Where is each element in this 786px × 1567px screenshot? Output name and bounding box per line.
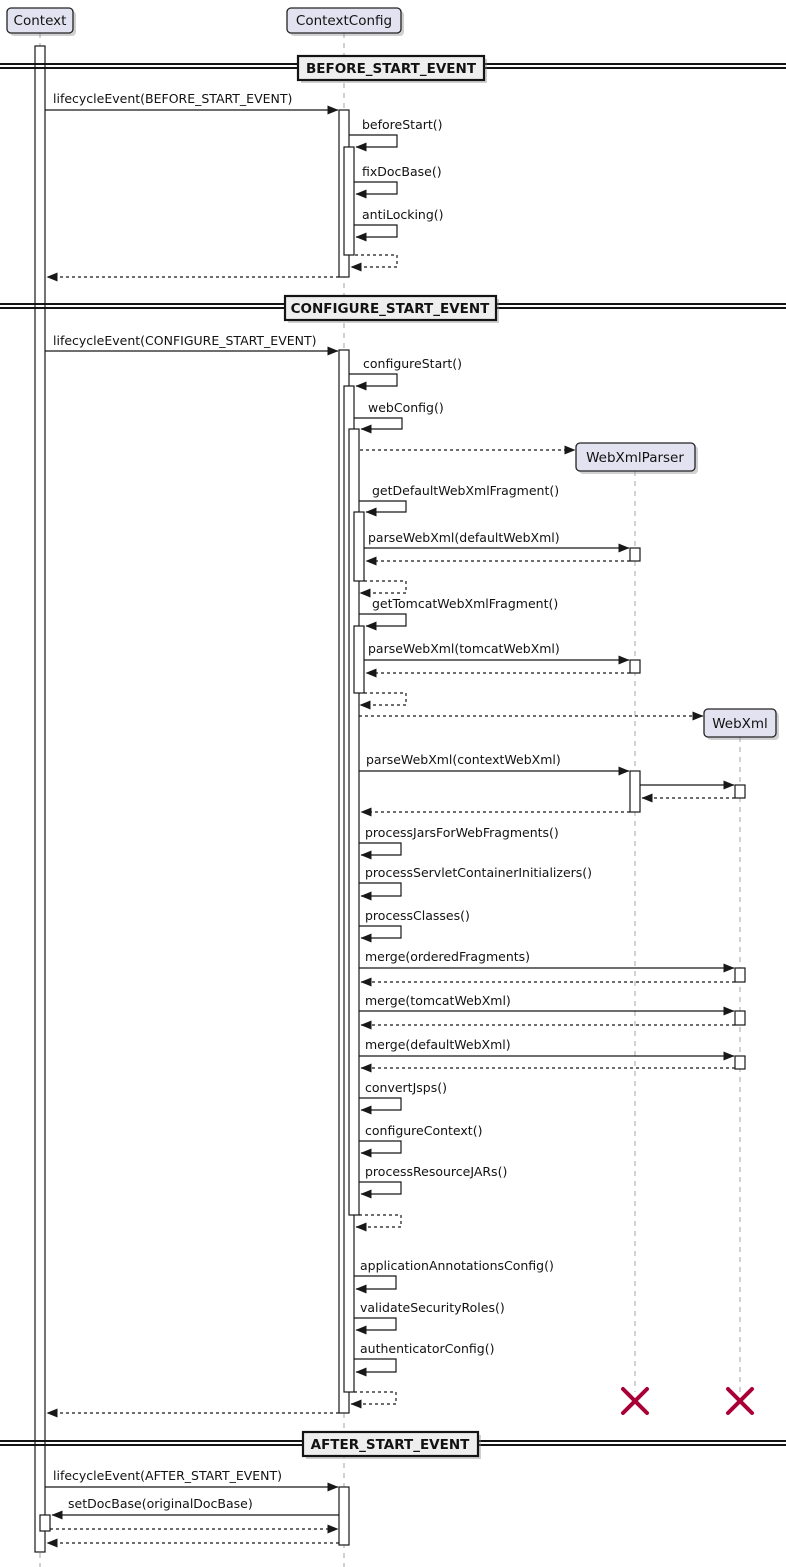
msg-webconfig: [354, 400, 444, 429]
self-return-arrow: [360, 581, 406, 593]
self-call-arrow: [359, 843, 401, 855]
msg-processresourcejars: [359, 1164, 507, 1194]
msg-configurestart: [349, 356, 462, 386]
self-call-arrow: [359, 1141, 401, 1153]
contextconfig-activation-before-2: [344, 147, 354, 255]
self-call-arrow: [349, 374, 397, 386]
divider-configure-start-event: [285, 296, 499, 323]
message-label: applicationAnnotationsConfig(): [360, 1258, 554, 1273]
message-label: lifecycleEvent(BEFORE_START_EVENT): [53, 91, 293, 106]
participant-context: [7, 8, 76, 36]
self-call-arrow: [354, 182, 397, 194]
msg-validatesecurityroles: [354, 1300, 505, 1330]
divider-label: AFTER_START_EVENT: [310, 1437, 470, 1453]
destroy-icon-webxmlparser: [623, 1389, 647, 1413]
contextconfig-activation-getdefaultfragment: [354, 512, 364, 581]
message-label: setDocBase(originalDocBase): [68, 1496, 253, 1511]
participant-label: ContextConfig: [295, 13, 393, 29]
msg-processclasses: [359, 908, 470, 938]
message-label: processClasses(): [365, 908, 470, 923]
message-label: webConfig(): [368, 400, 444, 415]
self-call-arrow: [359, 614, 406, 626]
participant-webxmlparser: [576, 443, 698, 474]
message-label: convertJsps(): [365, 1080, 447, 1095]
msg-processjarsforwebfragments: [359, 825, 559, 855]
self-call-arrow: [359, 1098, 401, 1110]
message-label: configureContext(): [365, 1123, 483, 1138]
self-call-arrow: [359, 1182, 401, 1194]
webxml-activation-mergedefault: [735, 1056, 745, 1069]
context-activation: [35, 46, 45, 1552]
participant-label: WebXml: [712, 716, 768, 732]
contextconfig-activation-gettomcatfragment: [354, 626, 364, 693]
message-label: merge(tomcatWebXml): [365, 993, 511, 1008]
webxml-activation-mergeordered: [735, 968, 745, 982]
msg-lifecycle-after: [45, 1468, 338, 1487]
msg-getdefaultwebxmlfragment: [359, 483, 559, 512]
msg-lifecycle-before: [45, 91, 338, 110]
msg-parsewebxml-context: [359, 752, 735, 812]
self-return-arrow: [356, 1215, 401, 1227]
divider-label: CONFIGURE_START_EVENT: [290, 301, 490, 317]
msg-merge-orderedfragments: [359, 949, 735, 982]
self-call-arrow: [354, 225, 397, 237]
msg-merge-defaultwebxml: [359, 1037, 735, 1068]
message-label: merge(defaultWebXml): [365, 1037, 511, 1052]
msg-beforestart: [349, 117, 443, 147]
context-activation-setdocbase: [40, 1515, 50, 1531]
self-call-arrow: [359, 926, 401, 938]
msg-configurecontext: [359, 1123, 482, 1153]
participant-label: WebXmlParser: [586, 450, 684, 466]
msg-parsewebxml-tomcat: [364, 641, 630, 673]
self-call-arrow: [354, 1359, 396, 1372]
msg-lifecycle-configure: [45, 333, 338, 351]
message-label: fixDocBase(): [362, 164, 442, 179]
message-label: processServletContainerInitializers(): [365, 865, 593, 880]
msg-parsewebxml-default: [364, 530, 630, 561]
msg-authenticatorconfig: [354, 1341, 494, 1372]
message-label: validateSecurityRoles(): [360, 1300, 505, 1315]
self-call-arrow: [359, 501, 406, 512]
divider-before-start-event: [298, 56, 487, 83]
message-label: lifecycleEvent(AFTER_START_EVENT): [53, 1468, 283, 1483]
msg-antilocking: [354, 207, 444, 237]
message-label: getTomcatWebXmlFragment(): [372, 596, 559, 611]
msg-setdocbase: [50, 1496, 339, 1529]
message-label: parseWebXml(contextWebXml): [366, 752, 561, 767]
message-label: beforeStart(): [362, 117, 443, 132]
msg-merge-tomcatwebxml: [359, 993, 735, 1025]
message-label: configureStart(): [363, 356, 463, 371]
self-call-arrow: [354, 418, 402, 429]
msg-convertjsps: [359, 1080, 447, 1110]
message-label: lifecycleEvent(CONFIGURE_START_EVENT): [53, 333, 317, 348]
self-return-arrow: [351, 1392, 396, 1404]
webxml-activation-mergetomcat: [735, 1011, 745, 1025]
divider-after-start-event: [303, 1432, 481, 1459]
self-return-arrow: [360, 693, 406, 705]
message-label: getDefaultWebXmlFragment(): [372, 483, 560, 498]
destroy-icon-webxml: [728, 1389, 752, 1413]
message-label: authenticatorConfig(): [360, 1341, 495, 1356]
msg-fixdocbase: [354, 164, 442, 194]
message-label: parseWebXml(defaultWebXml): [368, 530, 560, 545]
webxml-activation-parsecontext: [735, 785, 745, 798]
participant-label: Context: [13, 13, 67, 29]
contextconfig-activation-after: [339, 1487, 349, 1545]
msg-gettomcatwebxmlfragment: [359, 596, 558, 626]
participant-webxml: [704, 709, 779, 740]
self-return-arrow: [351, 255, 397, 267]
self-call-arrow: [354, 1276, 396, 1289]
message-label: parseWebXml(tomcatWebXml): [368, 641, 560, 656]
msg-applicationannotationsconfig: [354, 1258, 554, 1289]
message-label: processJarsForWebFragments(): [365, 825, 559, 840]
self-call-arrow: [349, 135, 397, 147]
webxmlparser-activation-parsetomcat: [630, 660, 640, 673]
divider-label: BEFORE_START_EVENT: [305, 61, 477, 77]
participant-contextconfig: [287, 8, 404, 36]
message-label: antiLocking(): [362, 207, 444, 222]
message-label: processResourceJARs(): [365, 1164, 508, 1179]
webxmlparser-activation-parsedefault: [630, 548, 640, 561]
message-label: merge(orderedFragments): [365, 949, 531, 964]
webxmlparser-activation-parsecontext: [630, 771, 640, 812]
msg-processservletcontainerinitializers: [359, 865, 592, 896]
self-call-arrow: [359, 883, 401, 896]
activation-bars: [35, 46, 745, 1552]
self-call-arrow: [354, 1318, 396, 1330]
